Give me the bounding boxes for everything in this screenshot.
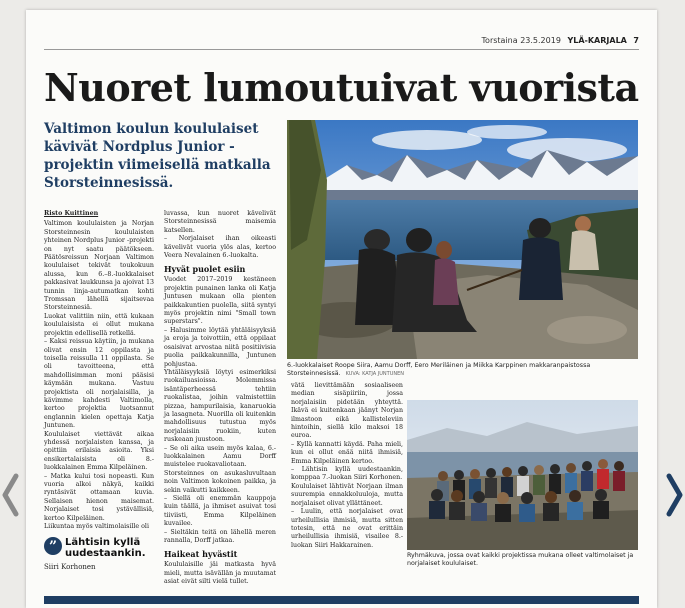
pull-quote-text: Lähtisin kyllä uudestaankin. [65,537,146,560]
header-date: Torstaina 23.5.2019 [481,36,561,45]
paragraph: – Sieltäkin teitä on lähellä meren rannalla, Dorff jatkaa. [164,528,276,545]
paragraph: Liikuntaa myös valtimolaisille oli [44,523,149,531]
header-rule [44,49,639,50]
next-page-arrow-icon[interactable] [663,470,685,520]
subheading: Hyvät puolet esiin [164,264,246,275]
paragraph: – Kyllä kannatti käydä. Paha mieli, kun ei ollut enää niitä ihmisiä, Emma Kilpeläinen kertoo. [291,440,403,465]
header-page-number: 7 [633,36,639,45]
byline: Risto Kuittinen [44,210,99,217]
text-column-2 [164,210,276,587]
header-paper-name: YLÄ-KARJALA [567,36,627,45]
paragraph: luvassa, kun nuoret kävelivät Storsteinnesissä maisemia katsellen. [164,210,276,234]
paragraph: – Kaksi reissua käytiin, ja mukana olivat ensin 12 oppilasta ja toisella reissulla 11 oppilasta. Se oli tavoitteena, että mahdollisimman moni pääsisi käymään mukana. Vastuu projektista oli norjalaisilla, ja kävimme kahdesti Valtimolla, kertoo projektia luotsannut englannin kielen opettaja Katja Juntunen. [44,338,154,430]
paragraph: – Lähtisin kyllä uudestaankin, komppaa 7.-luokan Siiri Korhonen. [291,466,403,482]
paragraph: – Halusimme löytää yhtäläisyyksiä ja eroja ja toivottiin, että oppilaat osaisivat arvostaa niitä positiivisia puolia paikkakunnilla, Juntunen pohjustaa. [164,326,276,368]
paragraph: – Matka kului tosi nopeasti. Kun vuoria alkoi näkyä, kaikki ryntäsivät ottamaan kuvia. Sellaisen hienon maisemat. Norjalaiset tosi ystävällisiä, kertoo Kilpeläinen. [44,472,154,522]
page-header [482,36,639,45]
paragraph: – Norjalaiset ihan oikeasti kävelivät vuoria ylös alas, kertoo Veera Nevalainen 6.-luokalta. [164,235,276,260]
photo2-caption: Ryhmäkuva, jossa ovat kaikki projektissa mukana olleet valtimolaiset ja norjalaiset koululaiset. [407,552,634,567]
photo1-caption-text: 6.-luokkalaiset Roope Siira, Aamu Dorff, Eero Meriläinen ja Miikka Karppinen makkaranpaistossa Storsteinnesissä. [287,362,591,377]
previous-page-arrow-icon[interactable] [0,470,22,520]
article-headline: Nuoret lumoutuivat vuorista [44,65,639,110]
paragraph: vätä lievittämään sosiaaliseen median sisäpiiriin, jossa norjalaisiin pidetään yhteyttä. Ikävä ei kuitenkaan jäänyt Norjan ilmastoon eikä kallisteleviin hintoihin, siellä kilo maksoi 18 euroa. [291,382,403,440]
paragraph: Koululaisille jäi matkasta hyvä mieli, mutta isävällän ja muutamat asiat eivät silti vielä tullet. [164,561,276,586]
paragraph: Vuodet 2017–2019 kestäneen projektin punainen lanka oli Katja Juntusen mukaan olla pienten paikkakuntien puolella, siitä syntyi myös projektin nimi "Small town superstars". [164,276,276,326]
mountain-lake-photo [287,120,638,359]
paragraph: – Luulin, että norjalaiset ovat urheilullisia ihmisiä, mutta sitten totesin, että ne ovat erittäin urheilullisia ihmisiä, visailee 8.-luokan Siiri Hakkarainen. [291,508,403,549]
article-lead: Valtimon koulun koululaiset kävivät Nordplus Junior -projektin viimeisellä matkalla Storsteinnesissä. [44,121,271,191]
footer-bar [44,596,639,604]
newspaper-page [26,10,657,608]
subheading: Haikeat hyvästit [164,549,238,560]
paragraph: – Se oli aika usein myös kalaa, 6.-luokkalainen Aamu Dorff muistelee ruokavaliotaan. [164,444,276,469]
paragraph: Koululaiset lähtivät Norjaan ilman suurempia ennakkoluuloja, mutta norjalaiset olivat yllättäneet. [291,482,403,507]
text-column-1 [44,210,154,571]
pull-quote-author: Siiri Korhonen [44,562,96,571]
quote-mark-icon: ” [44,537,62,555]
pull-quote [44,537,154,571]
paragraph: Storsteinnes on asukasluvultaan noin Valtimon kokoinen paikka, ja sekin vaikutti kaikkeen. [164,469,276,494]
photo1-credit: KUVA: KATJA JUNTUNEN [345,371,405,377]
paragraph: Koululaiset viettävät aikaa yhdessä norjalaisten kanssa, ja opittiin erilaisia asioita. Yksi ensikertalaisista oli 8.-luokkalainen Emma Kilpeläinen. [44,430,154,472]
group-photo [407,400,638,550]
paragraph: Yhtäläisyyksiä löytyi esimerkiksi ruokailuasioissa. Molemmissa isäntäperheessä tehtiin ruokalistaa, joihin valmistettiin pizzaa, hampurilaisia, kanaruokia ja lasagneta. Nuorilla oli kuitenkin mahdollisuus tutustua myös norjalaisiin ruokiin, kuten ruskeaan juustoon. [164,368,276,444]
photo1-caption [287,362,638,378]
text-column-3 [291,382,403,550]
paragraph: Luokat valittiin niin, että kukaan koululaisista ei ollut mukana projektin edellisellä retkellä. [44,312,154,337]
paragraph: – Siellä oli enemmän kauppoja kuin täällä, ja ihmiset asuivat tosi tiiviisti, Emma Kilpeläinen kuvailee. [164,495,276,528]
paragraph: Valtimon koululaisten ja Norjan Storsteinnesin koululaisten yhteinen Nordplus Junior -projekti on nyt saatu päätökseen. Päätösreissun Norjaan Valtimon koululaiset tekivät toukokuun alussa, kun 6.–8.-luokkalaiset pakkasivat laukkunsa ja ajoivat 13 tunnin linja-autumatkan kohti Tromssan lähellä sijaitsevaa Storsteinnesiä. [44,220,154,312]
